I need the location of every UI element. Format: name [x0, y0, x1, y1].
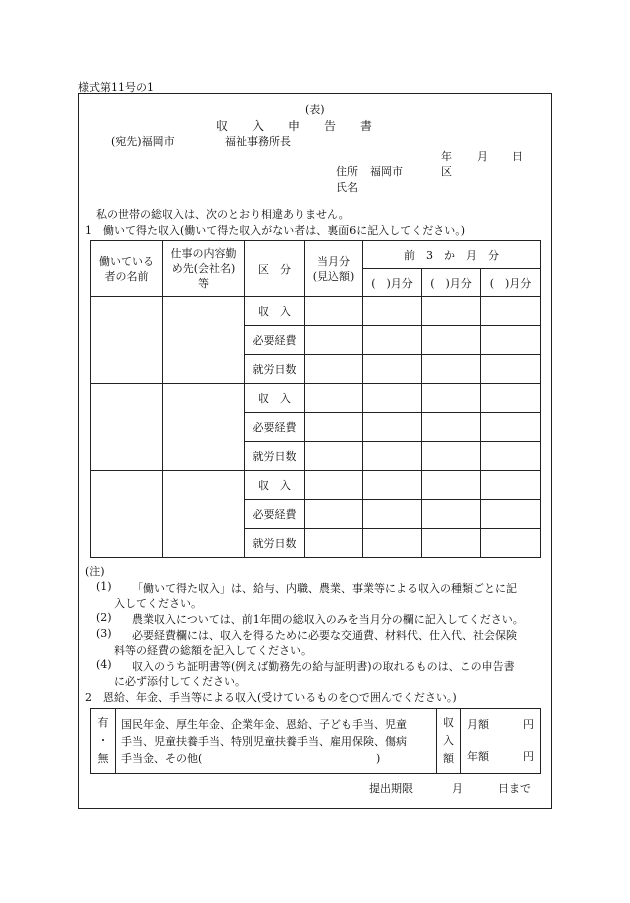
- row-label-income: 収 入: [245, 471, 305, 500]
- value-cell[interactable]: [422, 500, 481, 529]
- value-cell[interactable]: [363, 500, 422, 529]
- yen-unit: 円: [523, 718, 534, 731]
- yes-label: 有: [97, 716, 109, 729]
- row-label-workdays: 就労日数: [245, 355, 305, 384]
- form-number: 様式第11号の1: [78, 81, 154, 94]
- col-month-3: ( )月分: [481, 269, 541, 297]
- amount-cell[interactable]: [461, 709, 541, 774]
- income-label-char: 入: [443, 734, 454, 747]
- income-amount-label: [437, 709, 461, 774]
- note-number: (2): [96, 611, 112, 624]
- value-cell[interactable]: [305, 529, 363, 558]
- note-text-cont: 料等の経費の総額を記入してください。: [114, 644, 312, 657]
- addressee-prefix: (宛先)福岡市: [111, 135, 175, 148]
- value-cell[interactable]: [422, 355, 481, 384]
- worker-name-cell[interactable]: [91, 384, 163, 471]
- deadline-day: 日まで: [498, 782, 531, 795]
- date-day: 日: [512, 150, 523, 163]
- job-content-cell[interactable]: [163, 297, 245, 384]
- value-cell[interactable]: [305, 355, 363, 384]
- value-cell[interactable]: [481, 326, 541, 355]
- value-cell[interactable]: [363, 326, 422, 355]
- income-types-line: 国民年金、厚生年金、企業年金、恩給、子ども手当、児童: [121, 717, 407, 731]
- value-cell[interactable]: [305, 442, 363, 471]
- yen-unit: 円: [523, 750, 534, 763]
- front-label: (表): [305, 103, 325, 116]
- income-types-line: 手当、児童扶養手当、特別児童扶養手当、雇用保険、傷病: [121, 734, 407, 748]
- col-month-1: ( )月分: [363, 269, 422, 297]
- date-month: 月: [477, 150, 488, 163]
- income-label-char: 額: [443, 752, 454, 765]
- income-types-cell[interactable]: [116, 709, 437, 774]
- row-label-expenses: 必要経費: [245, 326, 305, 355]
- value-cell[interactable]: [422, 326, 481, 355]
- deadline-month: 月: [452, 782, 463, 795]
- row-label-income: 収 入: [245, 297, 305, 326]
- value-cell[interactable]: [481, 413, 541, 442]
- value-cell[interactable]: [305, 384, 363, 413]
- value-cell[interactable]: [481, 529, 541, 558]
- value-cell[interactable]: [363, 529, 422, 558]
- value-cell[interactable]: [481, 384, 541, 413]
- col-category: 区 分: [245, 241, 305, 297]
- value-cell[interactable]: [481, 442, 541, 471]
- notes-heading: (注): [85, 565, 105, 578]
- value-cell[interactable]: [305, 326, 363, 355]
- value-cell[interactable]: [363, 355, 422, 384]
- value-cell[interactable]: [305, 413, 363, 442]
- income-types-line: 手当金、その他(: [121, 751, 203, 765]
- value-cell[interactable]: [305, 471, 363, 500]
- value-cell[interactable]: [422, 413, 481, 442]
- value-cell[interactable]: [363, 384, 422, 413]
- col-prev3: 前 3 か 月 分: [363, 241, 541, 269]
- work-income-table: [90, 240, 541, 558]
- intro-text: 私の世帯の総収入は、次のとおり相違ありません。: [96, 208, 350, 221]
- note-number: (4): [96, 658, 112, 671]
- separator-dot: ・: [97, 734, 109, 747]
- job-content-cell[interactable]: [163, 471, 245, 558]
- note-text: 「働いて得た収入」は、給与、内職、農業、事業等による収入の種類ごとに記: [132, 582, 517, 595]
- income-label-char: 収: [443, 716, 454, 729]
- worker-name-cell[interactable]: [91, 471, 163, 558]
- note-number: (1): [96, 580, 112, 593]
- note-text: 必要経費欄には、収入を得るために必要な交通費、材料代、仕入代、社会保険: [132, 629, 517, 642]
- value-cell[interactable]: [363, 297, 422, 326]
- value-cell[interactable]: [422, 471, 481, 500]
- yearly-label: 年額: [467, 750, 489, 763]
- pension-income-table: [90, 708, 541, 774]
- deadline-label: 提出期限: [369, 782, 413, 795]
- value-cell[interactable]: [305, 297, 363, 326]
- value-cell[interactable]: [422, 442, 481, 471]
- form-title: 収 入 申 告 書: [216, 119, 373, 133]
- note-text-cont: に必ず添付してください。: [114, 675, 246, 688]
- other-close-paren: ): [376, 751, 381, 765]
- row-label-workdays: 就労日数: [245, 442, 305, 471]
- name-label: 氏名: [336, 181, 358, 194]
- section1-heading: 1 働いて得た収入(働いて得た収入がない者は、裏面6に記入してください。): [85, 224, 466, 237]
- job-content-cell[interactable]: [163, 384, 245, 471]
- col-worker-name: 働いている者の名前: [91, 241, 163, 297]
- value-cell[interactable]: [363, 442, 422, 471]
- note-text: 収入のうち証明書等(例えば勤務先の給与証明書)の取れるものは、この申告書: [132, 660, 515, 673]
- address-ward: 区: [441, 165, 452, 178]
- value-cell[interactable]: [481, 500, 541, 529]
- col-current-month: 当月分(見込額): [305, 241, 363, 297]
- value-cell[interactable]: [305, 500, 363, 529]
- col-job-content: 仕事の内容勤め先(会社名)等: [163, 241, 245, 297]
- value-cell[interactable]: [422, 384, 481, 413]
- addressee-office: 福祉事務所長: [225, 135, 291, 148]
- value-cell[interactable]: [363, 413, 422, 442]
- row-label-expenses: 必要経費: [245, 500, 305, 529]
- value-cell[interactable]: [422, 297, 481, 326]
- row-label-workdays: 就労日数: [245, 529, 305, 558]
- value-cell[interactable]: [481, 471, 541, 500]
- col-month-2: ( )月分: [422, 269, 481, 297]
- note-number: (3): [96, 627, 112, 640]
- yes-no-cell[interactable]: [91, 709, 116, 774]
- value-cell[interactable]: [363, 471, 422, 500]
- worker-name-cell[interactable]: [91, 297, 163, 384]
- value-cell[interactable]: [422, 529, 481, 558]
- monthly-label: 月額: [467, 718, 489, 731]
- note-text-cont: 入してください。: [114, 597, 202, 610]
- value-cell[interactable]: [481, 355, 541, 384]
- row-label-expenses: 必要経費: [245, 413, 305, 442]
- date-year: 年: [441, 150, 452, 163]
- row-label-income: 収 入: [245, 384, 305, 413]
- note-text: 農業収入については、前1年間の総収入のみを当月分の欄に記入してください。: [132, 613, 524, 626]
- no-label: 無: [97, 752, 109, 765]
- value-cell[interactable]: [481, 297, 541, 326]
- address-label: 住所: [336, 165, 358, 178]
- address-city: 福岡市: [370, 165, 403, 178]
- section2-heading: 2 恩給、年金、手当等による収入(受けているものを○で囲んでください。): [85, 691, 457, 704]
